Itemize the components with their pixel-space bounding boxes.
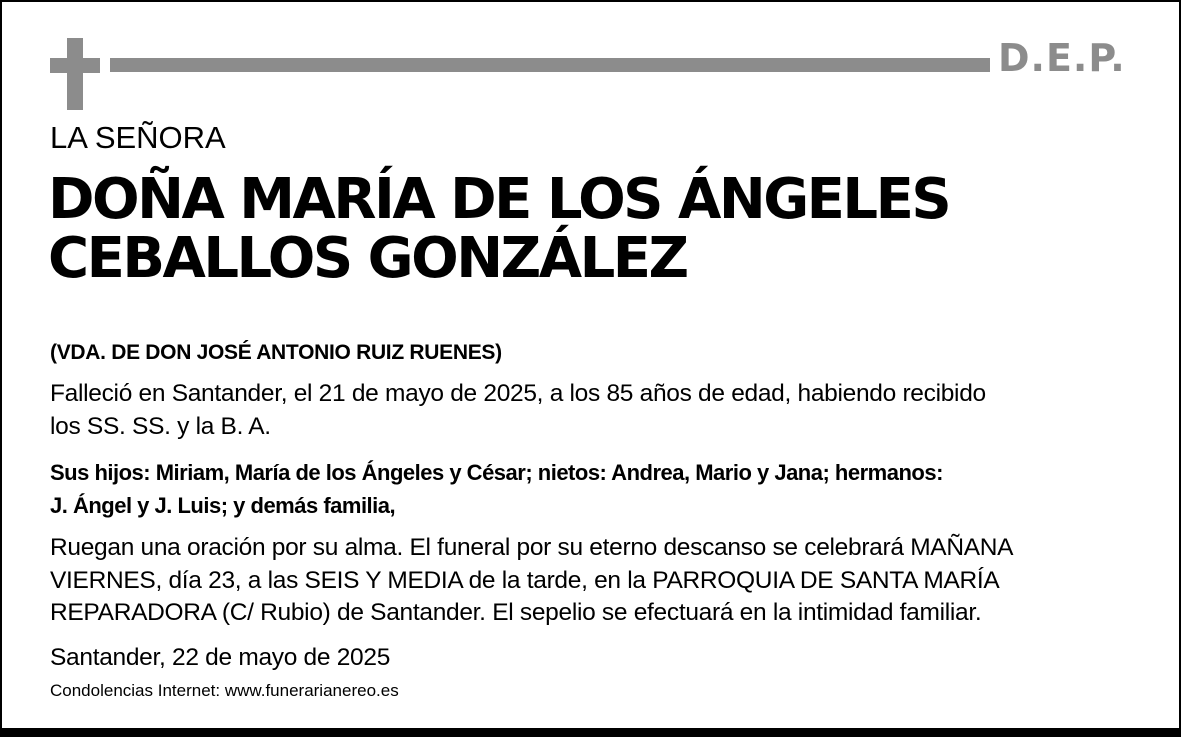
bottom-rule xyxy=(2,728,1179,735)
cross-icon-horizontal xyxy=(50,58,100,73)
funeral-details xyxy=(50,532,1160,630)
deceased-name xyxy=(48,167,950,291)
death-notice xyxy=(50,378,1160,443)
deceased-name-line-2: CEBALLOS GONZÁLEZ xyxy=(48,226,687,291)
cross-icon-vertical xyxy=(67,38,83,110)
funeral-line-3: REPARADORA (C/ Rubio) de Santander. El sepelio se efectuará en la intimidad familiar. xyxy=(50,599,982,626)
deceased-name-line-1: DOÑA MARÍA DE LOS ÁNGELES xyxy=(48,167,950,232)
family-list xyxy=(50,456,1160,522)
death-notice-line-2: los SS. SS. y la B. A. xyxy=(50,412,271,440)
widow-of: (VDA. DE DON JOSÉ ANTONIO RUIZ RUENES) xyxy=(50,341,502,364)
family-line-1: Sus hijos: Miriam, María de los Ángeles y César; nietos: Andrea, Mario y Jana; hermanos: xyxy=(50,460,943,485)
funeral-line-1: Ruegan una oración por su alma. El funeral por su eterno descanso se celebrará MAÑANA xyxy=(50,534,1014,561)
header-rule xyxy=(110,58,990,72)
funeral-line-2: VIERNES, día 23, a las SEIS Y MEDIA de la tarde, en la PARROQUIA DE SANTA MARÍA xyxy=(50,566,1000,594)
dep-label: D.E.P. xyxy=(998,36,1126,80)
place-date: Santander, 22 de mayo de 2025 xyxy=(50,644,391,671)
family-line-2: J. Ángel y J. Luis; y demás familia, xyxy=(50,493,396,518)
deceased-prefix: LA SEÑORA xyxy=(50,120,226,155)
condolences-link[interactable]: Condolencias Internet: www.funerarianereo.es xyxy=(50,681,399,700)
cross-icon xyxy=(50,38,100,110)
death-notice-line-1: Falleció en Santander, el 21 de mayo de 2025, a los 85 años de edad, habiendo recibido xyxy=(50,380,986,407)
